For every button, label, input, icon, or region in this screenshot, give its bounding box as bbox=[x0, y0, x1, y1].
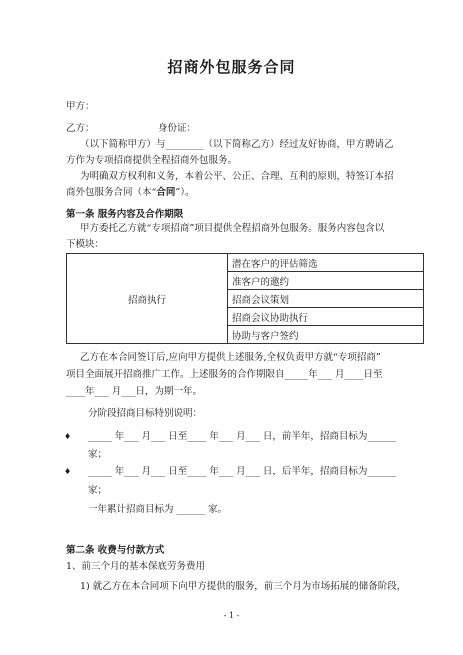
article1-para1-line1: 甲方委托乙方就“专项招商”项目提供全程招商外包服务。服务内容包含以 bbox=[80, 223, 385, 234]
stage-1-line2: 家； bbox=[88, 449, 108, 460]
stage-2-line2: 家； bbox=[88, 485, 108, 496]
stage-2-line1: _____ 年___ 月___ 日至____ 年___ 月___ 日，后半年，招商目标为______ bbox=[88, 466, 396, 477]
page-number: - 1 - bbox=[223, 611, 240, 620]
intro-line-2: 方作为专项招商提供全程招商外包服务。 bbox=[66, 155, 238, 166]
intro-line-4-end: ”）。 bbox=[175, 187, 195, 198]
article2-item1: 1、前三个月的基本保底劳务费用 bbox=[66, 561, 206, 572]
article1-para2-line2: 项目全面展开招商推广工作。上述服务的合作期限自_____年___ 月____日至 bbox=[66, 369, 383, 380]
document-title: 招商外包服务合同 bbox=[167, 58, 296, 76]
article1-heading: 第一条 服务内容及合作期限 bbox=[66, 209, 184, 220]
module-item: 潜在客户的评估筛选 bbox=[228, 254, 424, 272]
contract-term: 合同 bbox=[156, 187, 176, 198]
stage-note: 分阶段招商目标特别说明： bbox=[88, 408, 203, 419]
article2-item1-sub: 1) 就乙方在本合同项下向甲方提供的服务，前三个月为市场拓展的储备阶段， bbox=[80, 581, 407, 592]
diamond-bullet-icon: ♦ bbox=[64, 432, 72, 441]
article2-heading: 第二条 收费与付款方式 bbox=[66, 545, 165, 556]
annual-total-target: 一年累计招商目标为 ______ 家。 bbox=[88, 504, 228, 515]
table-row bbox=[67, 254, 424, 272]
article1-para1-line2: 下模块： bbox=[66, 239, 105, 250]
intro-line-1: （以下简称甲方）与________（以下简称乙方）经过友好协商，甲方聘请乙 bbox=[80, 139, 394, 150]
intro-line-4-text: 商外包服务合同（本“ bbox=[66, 187, 157, 198]
module-group-label: 招商执行 bbox=[67, 254, 228, 344]
module-item: 招商会议协助执行 bbox=[228, 308, 424, 326]
article1-para2-line3: ____年___ 月___日，为期一年。 bbox=[66, 386, 203, 397]
diamond-bullet-icon: ♦ bbox=[64, 467, 72, 476]
article1-para2-line1: 乙方在本合同签订后,应向甲方提供上述服务,全权负责甲方就“专项招商” bbox=[80, 352, 381, 363]
party-b-label: 乙方： bbox=[66, 123, 95, 134]
module-item: 招商会议策划 bbox=[228, 290, 424, 308]
module-item: 协助与客户签约 bbox=[228, 326, 424, 344]
id-card-label: 身份证： bbox=[158, 123, 197, 134]
module-item: 准客户的邀约 bbox=[228, 272, 424, 290]
service-modules-table bbox=[66, 253, 424, 344]
intro-line-3: 为明确双方权利和义务，本着公平、公正、合理、互利的原则，特签订本招 bbox=[80, 171, 394, 182]
intro-line-4 bbox=[66, 187, 194, 199]
stage-1-line1: _____ 年___ 月___ 日至____ 年___ 月___ 日，前半年，招商目标为______ bbox=[88, 431, 396, 442]
party-a-label: 甲方： bbox=[66, 101, 95, 112]
